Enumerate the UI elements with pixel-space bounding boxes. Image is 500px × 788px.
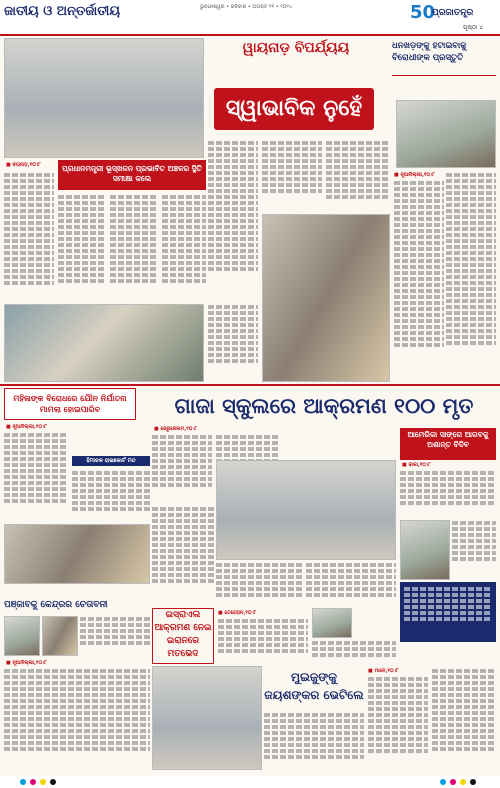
- story1-body-col6: [262, 140, 322, 210]
- story6-headline: ଇସ୍ରାଏଲ ଆକ୍ରମଣ ନେଇ ଇରାନରେ ମତଭେଦ: [152, 608, 214, 664]
- story3-body-col2: [72, 470, 150, 520]
- black-mark-right: [470, 779, 476, 785]
- story7-byline: ■ ନୂଆଦିଲ୍ଲୀ,୧୦।୮: [6, 660, 47, 666]
- story3-body-col1: [4, 432, 68, 520]
- yellow-mark: [40, 779, 46, 785]
- gaza-school-photo: [216, 460, 396, 560]
- story4-headline: ଗାଜା ସ୍କୁଲରେ ଆକ୍ରମଣ ୧୦୦ ମୃତ: [174, 394, 474, 418]
- story1-subhead: ପ୍ରଧାନମନ୍ତ୍ରୀ ଭୂସ୍ଖଳନ ପ୍ରଭାବିତ ଅଞ୍ଚଳର ସ୍ଥିତି ସମୀକ୍ଷା କଲେ: [58, 160, 206, 190]
- logo-name: ପ୍ରଜାତନ୍ତ୍ର: [432, 8, 474, 18]
- story1-body-col7: [326, 140, 388, 220]
- story1-body-col2: [58, 194, 106, 300]
- story2-body-col2: [446, 172, 496, 380]
- story7-photo-left: [4, 616, 40, 656]
- story4-byline: ■ ଜେରୁଜେଲମ,୧୦।୮: [154, 426, 198, 432]
- story6-byline: ■ ତେହେରାନ,୧୦।୮: [218, 610, 257, 616]
- story6-body-col2: [312, 640, 396, 664]
- story5-photo: [400, 520, 450, 580]
- pm-train-photo: [4, 38, 204, 158]
- print-registration-bar: [0, 776, 500, 788]
- story7-body-col1: [80, 616, 150, 656]
- story2-byline: ■ ନୂଆଦିଲ୍ଲୀ,୧୦।୮: [394, 172, 435, 178]
- story8-body-col3: [264, 712, 364, 772]
- section-title: ଜାତୀୟ ଓ ଅନ୍ତର୍ଜାତୀୟ: [4, 4, 121, 19]
- story8-headline: ମୁଇଜୁଙ୍କୁ ଜୟଶଙ୍କର ଭେଟିଲେ: [264, 670, 364, 702]
- story3-headline: ମହିଳାଙ୍କ ବିରୋଧରେ ଯୌନ ନିର୍ଯାତନା ମାମଲା ହୋଇପାରିବ: [4, 388, 136, 420]
- story4-body-col4: [216, 562, 302, 606]
- magenta-mark-right: [450, 779, 456, 785]
- story1-body-col3: [110, 194, 158, 300]
- story4-body-col1: [152, 434, 212, 504]
- yellow-mark-right: [460, 779, 466, 785]
- story1-body-col8: [208, 304, 258, 382]
- story1-body-col4: [162, 194, 206, 300]
- story1-kicker-red: ୱାୟନାଡ଼ ବିପର୍ଯ୍ୟୟ: [242, 40, 350, 56]
- story8-body-col1: [368, 676, 428, 772]
- dateline: ଭୁବନେଶ୍ୱର • ରବିବାର • ଅଗଷ୍ଟ ୧୧ • ୨୦୨୪: [200, 4, 293, 10]
- cyan-mark: [20, 779, 26, 785]
- story1-body-col5: [208, 140, 258, 300]
- story5-byline: ■ ଢାକା,୧୦।୮: [402, 462, 431, 468]
- magenta-mark: [30, 779, 36, 785]
- story7-body-col2: [4, 668, 150, 772]
- himachal-photo: [4, 524, 150, 584]
- story6-body-col1: [218, 618, 308, 662]
- relief-camp-photo: [262, 214, 390, 382]
- story5-highlight-box: [400, 582, 496, 642]
- cyan-mark-right: [440, 779, 446, 785]
- page-number: ପୃଷ୍ଠା ୪: [463, 24, 484, 31]
- masthead: [0, 0, 500, 36]
- story2-headline: ଧନଖଡ଼ଙ୍କୁ ହଟାଇବାକୁ ବିରୋଧୀଙ୍କ ପ୍ରସ୍ତୁତି: [392, 40, 496, 76]
- story1-headline: ସ୍ୱାଭାବିକ ନୁହେଁ: [214, 88, 374, 130]
- story1-body-col1: [4, 172, 54, 302]
- story3-byline: ■ ନୂଆଦିଲ୍ଲୀ,୧୦।୮: [6, 424, 47, 430]
- section-divider: [0, 384, 500, 386]
- story7-headline: ପଞ୍ଜାବକୁ କେନ୍ଦ୍ରର ଚେତାବନୀ: [4, 600, 108, 610]
- story1-byline: ■ ଵୟନାଡ଼,୧୦।୮: [6, 162, 41, 168]
- story5-body-col1: [400, 470, 496, 520]
- meeting-photo: [4, 304, 204, 382]
- story4-body-col5: [306, 562, 396, 606]
- himachal-photo-caption: [4, 586, 150, 596]
- story4-body-col3: [152, 506, 214, 606]
- story6-photo: [312, 608, 352, 638]
- story2-body-col1: [394, 180, 444, 380]
- logo-number: 50: [410, 2, 436, 23]
- story8-body-col2: [432, 668, 496, 772]
- black-mark: [50, 779, 56, 785]
- story8-byline: ■ ମାଳେ,୧୦।୮: [368, 668, 399, 674]
- newspaper-logo: [408, 2, 498, 30]
- jaishankar-photo: [152, 666, 262, 770]
- story5-headline: ଆମେରିକା ସାଙ୍ଗେ ଆରବକୁ ଅଶାନ୍ତ ବିଦିବ: [400, 428, 496, 460]
- dhankhar-photo: [396, 100, 496, 168]
- story5-highlight-text: [400, 582, 496, 642]
- story5-body-col2: [452, 520, 496, 580]
- story3-inset: ହିମାଚଳ ହାଇକୋର୍ଟ ମତ: [72, 456, 150, 466]
- story7-photo-right: [42, 616, 78, 656]
